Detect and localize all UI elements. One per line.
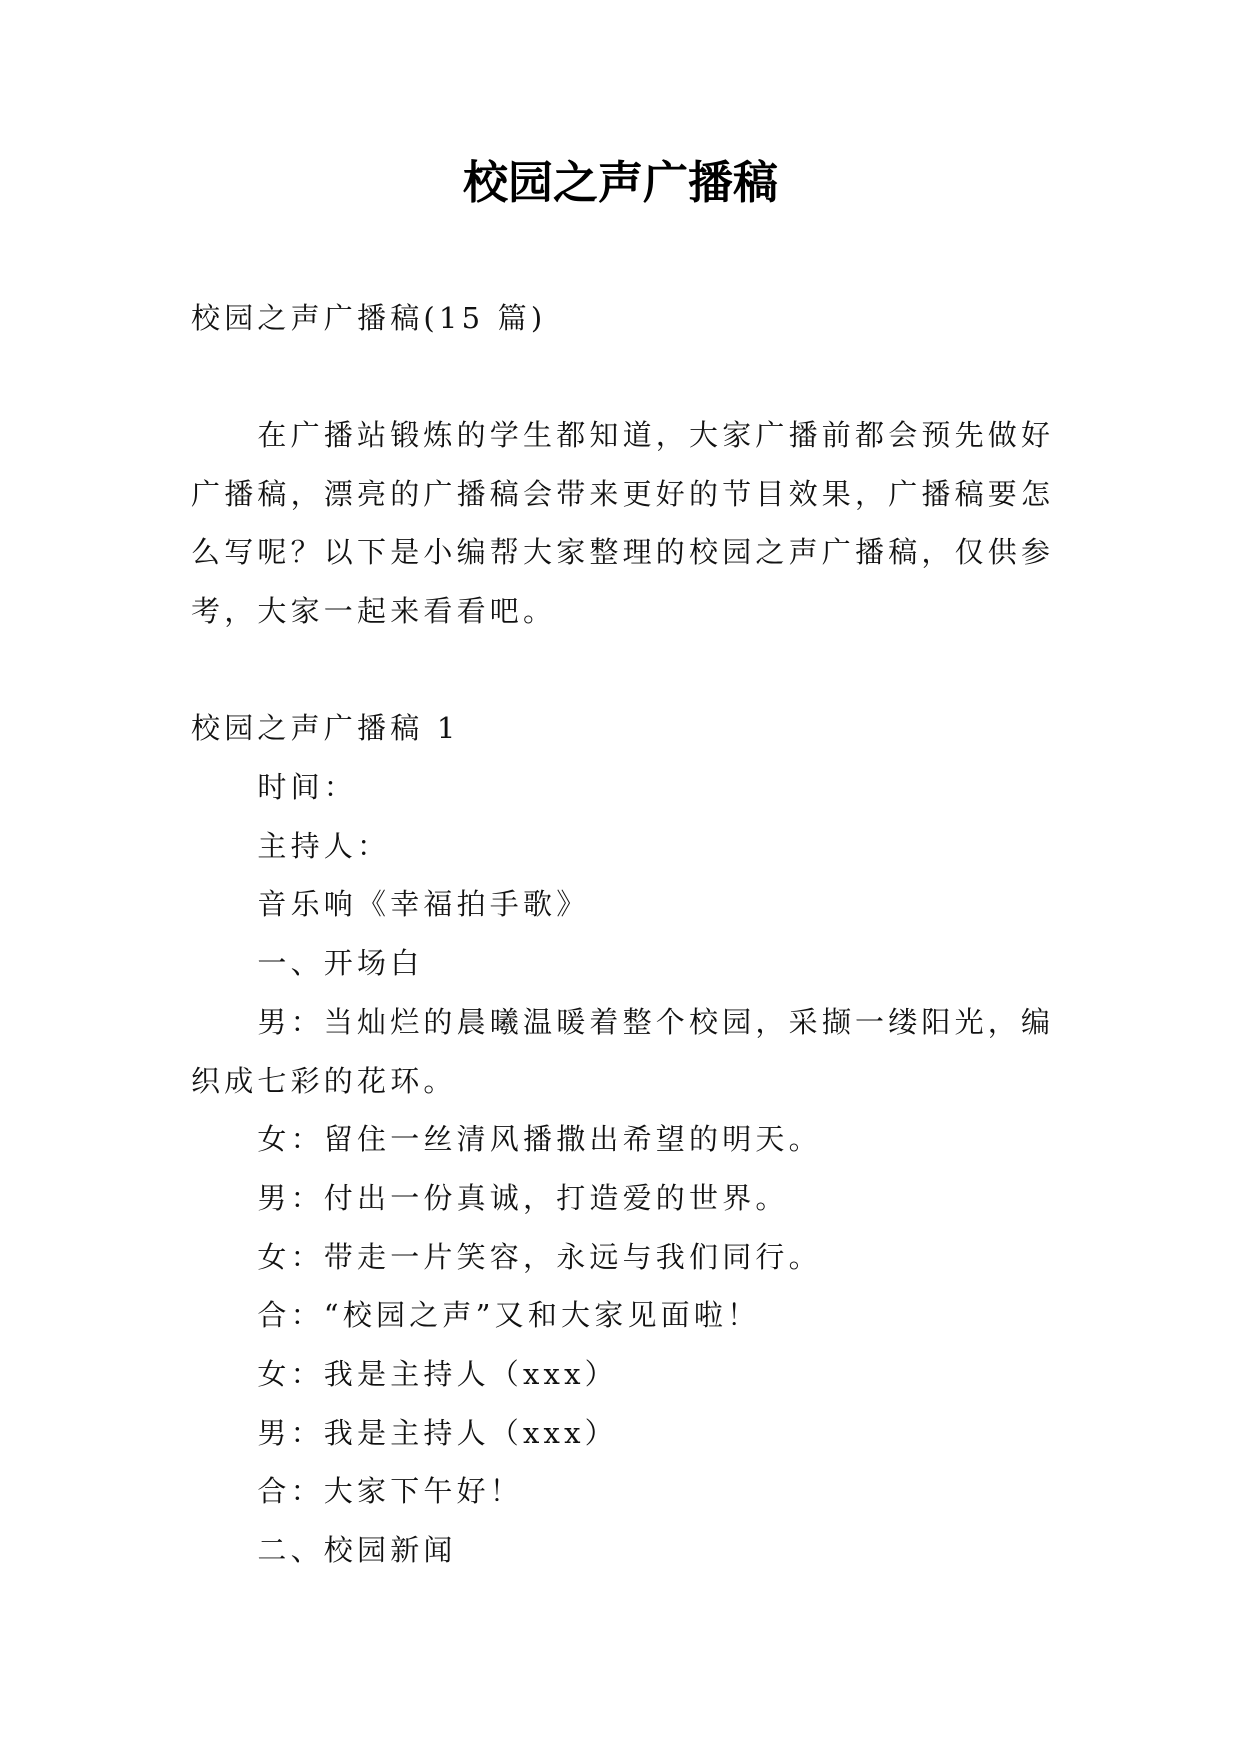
dialogue-paragraph	[191, 993, 1071, 1110]
news-heading-paragraph	[191, 1521, 1071, 1580]
dialogue-line: 男：付出一份真诚，打造爱的世界。	[257, 1180, 789, 1215]
dialogue-paragraph	[191, 1286, 1071, 1345]
news-heading: 二、校园新闻	[257, 1533, 457, 1568]
music-cue-line: 音乐响《幸福拍手歌》	[257, 887, 590, 922]
host-line: 主持人：	[257, 828, 391, 863]
dialogue-line: 女：留住一丝清风播撒出希望的明天。	[257, 1122, 822, 1157]
dialogue-paragraph	[191, 1462, 1071, 1521]
section-heading: 校园之声广播稿 1	[191, 711, 460, 746]
time-line: 时间：	[257, 770, 357, 805]
dialogue-paragraph	[191, 1228, 1071, 1287]
document-body	[191, 289, 1071, 1580]
dialogue-paragraph	[191, 1345, 1071, 1404]
dialogue-paragraph	[191, 1110, 1071, 1169]
opening-heading-paragraph	[191, 934, 1071, 993]
host-paragraph	[191, 817, 1071, 876]
dialogue-line: 织成七彩的花环。	[191, 1063, 457, 1098]
intro-line: 广播稿，漂亮的广播稿会带来更好的节目效果，广播稿要怎	[191, 476, 1055, 511]
intro-paragraph	[191, 406, 1071, 641]
music-cue-paragraph	[191, 875, 1071, 934]
intro-line: 在广播站锻炼的学生都知道，大家广播前都会预先做好	[257, 417, 1055, 452]
document-title: 校园之声广播稿	[462, 156, 778, 209]
dialogue-paragraph	[191, 1404, 1071, 1463]
opening-heading: 一、开场白	[257, 946, 424, 981]
time-paragraph	[191, 758, 1071, 817]
dialogue-line: 男：当灿烂的晨曦温暖着整个校园，采撷一缕阳光，编	[257, 1004, 1055, 1039]
dialogue-line: 合：“校园之声”又和大家见面啦！	[257, 1298, 761, 1333]
dialogue-paragraph	[191, 1169, 1071, 1228]
dialogue-line: 女：带走一片笑容，永远与我们同行。	[257, 1239, 822, 1274]
document-subtitle: 校园之声广播稿(15 篇)	[191, 300, 547, 335]
intro-line: 考，大家一起来看看吧。	[191, 594, 557, 629]
dialogue-line: 男：我是主持人（xxx）	[257, 1415, 618, 1450]
intro-line: 么写呢？以下是小编帮大家整理的校园之声广播稿，仅供参	[191, 535, 1055, 570]
dialogue-line: 合：大家下午好！	[257, 1474, 523, 1509]
dialogue-line: 女：我是主持人（xxx）	[257, 1356, 618, 1391]
